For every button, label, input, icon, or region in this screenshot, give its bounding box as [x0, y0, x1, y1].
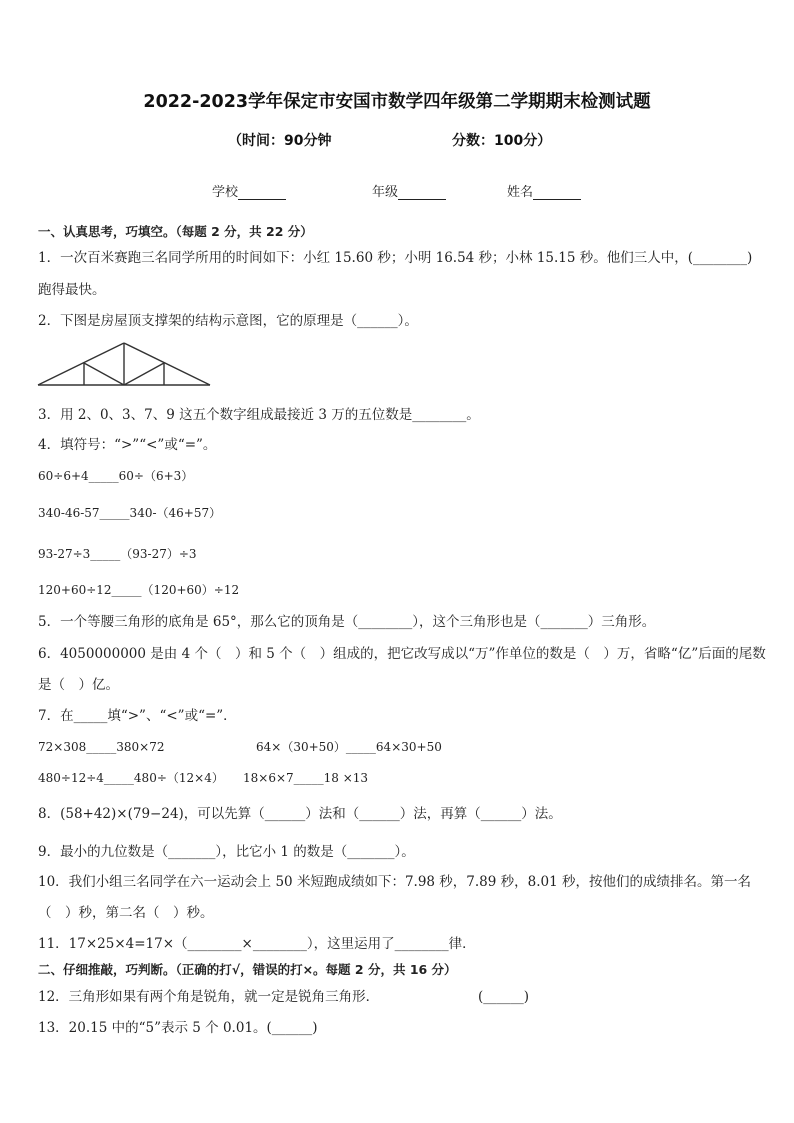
question-1-line-1: 1．一次百米赛跑三名同学所用的时间如下：小红 15.60 秒；小明 16.54 秒；小林 15.15 秒。他们三人中，(________) [38, 250, 753, 266]
question-8: 8．(58+42)×(79−24)，可以先算（______）法和（______）法，再算（______）法。 [38, 806, 562, 822]
truss-right-brace [124, 363, 164, 385]
exam-title: 2022-2023学年保定市安国市数学四年级第二学期期末检测试题 [143, 92, 651, 112]
question-7: 7．在_____填“>”、“<”或“=”． [38, 708, 237, 724]
question-7a: 72×308_____380×72 [38, 740, 165, 754]
school-blank [238, 185, 286, 200]
school-label: 学校 [212, 185, 239, 200]
question-4a: 60÷6+4_____60÷（6+3） [38, 469, 194, 483]
name-field [507, 181, 581, 200]
question-12-answer: (______) [478, 989, 530, 1005]
question-6-line-1: 6．4050000000 是由 4 个（ ）和 5 个（ ）组成的，把它改写成以“万”作单位的数是（ ）万，省略“亿”后面的尾数 [38, 646, 766, 662]
question-4: 4．填符号：“>”“<”或“=”。 [38, 437, 217, 453]
question-11: 11．17×25×4=17×（________×________），这里运用了________律． [38, 936, 476, 952]
grade-label: 年级 [372, 185, 399, 200]
section-2-heading: 二、仔细推敲，巧判断。（正确的打√，错误的打×。每题 2 分，共 16 分） [38, 962, 457, 977]
question-10-line-2: （ ）秒，第二名（ ）秒。 [38, 905, 214, 921]
question-9: 9．最小的九位数是（_______），比它小 1 的数是（_______）。 [38, 844, 415, 860]
name-blank [533, 185, 581, 200]
question-13: 13．20.15 中的“5”表示 5 个 0.01。(______) [38, 1020, 318, 1036]
question-6-line-2: 是（ ）亿。 [38, 677, 119, 693]
grade-field [372, 181, 446, 200]
truss-left-brace [84, 363, 124, 385]
section-1-heading: 一、认真思考，巧填空。（每题 2 分，共 22 分） [38, 224, 313, 239]
question-2: 2．下图是房屋顶支撑架的结构示意图，它的原理是（______）。 [38, 313, 418, 329]
question-4d: 120+60÷12_____（120+60）÷12 [38, 583, 240, 597]
question-12: 12．三角形如果有两个角是锐角，就一定是锐角三角形． [38, 989, 380, 1005]
question-7d: 18×6×7_____18 ×13 [243, 771, 369, 785]
roof-truss-diagram [36, 340, 212, 390]
question-3: 3．用 2、0、3、7、9 这五个数字组成最接近 3 万的五位数是________。 [38, 407, 480, 423]
school-field [212, 181, 286, 200]
question-5: 5．一个等腰三角形的底角是 65°，那么它的顶角是（________），这个三角形也是（_______）三角形。 [38, 614, 656, 630]
question-7b: 64×（30+50）_____64×30+50 [256, 740, 442, 754]
name-label: 姓名 [507, 185, 534, 200]
grade-blank [398, 185, 446, 200]
score-label: 分数：100分） [452, 133, 552, 149]
question-1-line-2: 跑得最快。 [38, 282, 106, 298]
question-7c: 480÷12÷4_____480÷（12×4） [38, 771, 224, 785]
question-4c: 93-27÷3_____（93-27）÷3 [38, 547, 197, 561]
question-4b: 340-46-57_____340-（46+57） [38, 506, 222, 520]
time-label: （时间：90分钟 [228, 133, 332, 149]
question-10-line-1: 10．我们小组三名同学在六一运动会上 50 米短跑成绩如下：7.98 秒，7.89 秒，8.01 秒，按他们的成绩排名。第一名 [38, 874, 751, 890]
